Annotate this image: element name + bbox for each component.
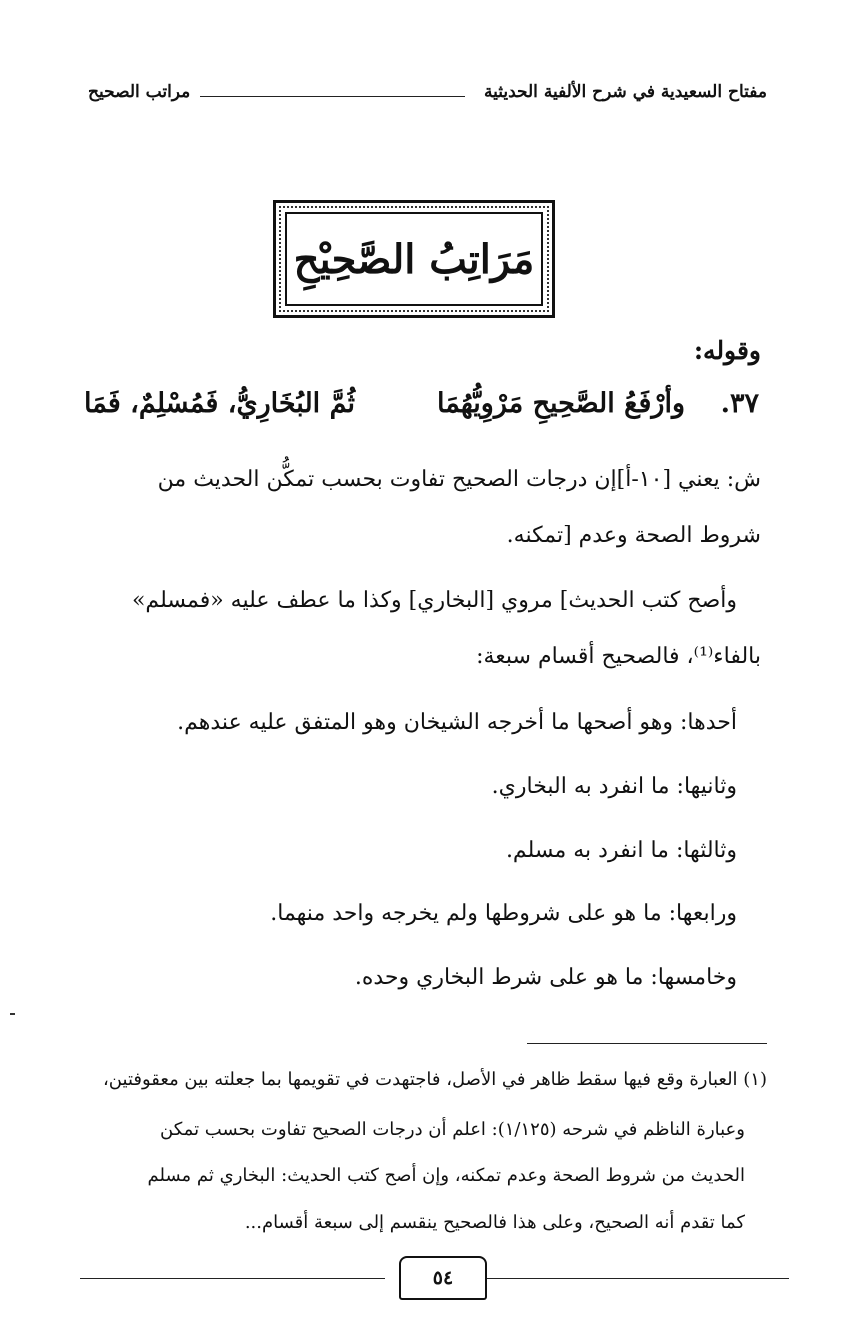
footnote-line: وعبارة الناظم في شرحه (١/١٢٥): اعلم أن درجات الصحيح تفاوت بحسب تمكن xyxy=(160,1119,745,1140)
body-line: أحدها: وهو أصحها ما أخرجه الشيخان وهو المتفق عليه عندهم. xyxy=(177,710,737,735)
header-chapter-title: مراتب الصحيح xyxy=(88,82,191,102)
verse-second-hemistich: ثُمَّ البُخَارِيُّ، فَمُسْلِمٌ، فَمَا xyxy=(84,388,356,419)
body-line: وأصح كتب الحديث] مروي [البخاري] وكذا ما عطف عليه «فمسلم» xyxy=(131,588,737,613)
page-number: ٥٤ xyxy=(399,1256,487,1300)
chapter-title: مَرَاتِبُ الصَّحِيْحِ xyxy=(293,235,535,283)
footnote-line: كما تقدم أنه الصحيح، وعلى هذا فالصحيح ينقسم إلى سبعة أقسام... xyxy=(244,1212,745,1233)
intro-label: وقوله: xyxy=(693,336,761,365)
footnote-line: (١) العبارة وقع فيها سقط ظاهر في الأصل، فاجتهدت في تقويمها بما جعلته بين معقوفتين، xyxy=(103,1069,767,1090)
body-line: ورابعها: ما هو على شروطها ولم يخرجه واحد منهما. xyxy=(270,901,737,926)
verse-first-hemistich: وأرْفَعُ الصَّحِيحِ مَرْوِيُّهُمَا xyxy=(437,388,685,419)
running-header xyxy=(88,82,767,112)
verse-line xyxy=(84,388,759,428)
body-line: وثالثها: ما انفرد به مسلم. xyxy=(505,838,737,863)
scan-speck xyxy=(10,1013,15,1015)
body-line: وثانيها: ما انفرد به البخاري. xyxy=(491,774,737,799)
chapter-title-box xyxy=(285,212,543,306)
header-rule xyxy=(200,96,465,97)
body-line: بالفاء⁽¹⁾، فالصحيح أقسام سبعة: xyxy=(476,644,761,669)
header-book-title: مفتاح السعيدية في شرح الألفية الحديثية xyxy=(484,82,767,102)
body-line: وخامسها: ما هو على شرط البخاري وحده. xyxy=(354,965,737,990)
chapter-title-frame xyxy=(273,200,555,318)
body-line: شروط الصحة وعدم [تمكنه. xyxy=(506,523,761,548)
footer-rule-right xyxy=(484,1278,789,1279)
verse-number: ٣٧. xyxy=(720,388,759,419)
footer-rule-left xyxy=(80,1278,385,1279)
footnote-separator xyxy=(527,1043,767,1044)
footnote-line: الحديث من شروط الصحة وعدم تمكنه، وإن أصح كتب الحديث: البخاري ثم مسلم xyxy=(147,1165,745,1186)
body-line: ش: يعني [١٠-أ]إن درجات الصحيح تفاوت بحسب تمكُّن الحديث من xyxy=(157,467,761,492)
